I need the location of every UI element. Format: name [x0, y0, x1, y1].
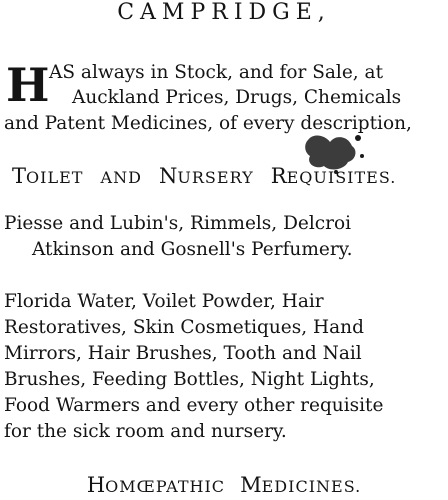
- intro-line-3: and Patent Medicines, of every description,: [4, 113, 412, 134]
- medicines-rest: EDICINES.: [261, 477, 362, 496]
- goods-line-6: for the sick room and nursery.: [4, 421, 287, 442]
- goods-line-2: Restoratives, Skin Cosmetiques, Hand: [4, 317, 364, 338]
- goods-line-4: Brushes, Feeding Bottles, Night Lights,: [4, 369, 375, 390]
- section-heading-homeopathic: [0, 475, 448, 496]
- nursery-rest: URSERY: [177, 168, 254, 187]
- goods-line-1: Florida Water, Voilet Powder, Hair: [4, 291, 324, 312]
- and-word: AND: [100, 168, 142, 187]
- perfumers-line-2: Atkinson and Gosnell's Perfumery.: [32, 239, 353, 260]
- homeopathic-cap: H: [86, 473, 106, 497]
- intro-line-2: Auckland Prices, Drugs, Chemicals: [72, 87, 402, 108]
- requisites-rest: EQUISITES.: [286, 168, 397, 187]
- goods-line-3: Mirrors, Hair Brushes, Tooth and Nail: [4, 343, 362, 364]
- advertisement-heading: CAMPRIDGE,: [117, 0, 331, 25]
- goods-line-5: Food Warmers and every other requisite: [4, 395, 384, 416]
- section-heading-toilet-nursery: [12, 166, 396, 187]
- intro-line-1: AS always in Stock, and for Sale, at: [49, 62, 384, 83]
- medicines-cap: M: [240, 473, 262, 497]
- requisites-cap: R: [270, 164, 287, 188]
- perfumers-line-1: Piesse and Lubin's, Rimmels, Delcroi: [4, 213, 352, 234]
- drop-cap-letter: H: [6, 58, 50, 112]
- toilet-rest: OILET: [26, 168, 84, 187]
- toilet-cap: T: [12, 164, 27, 188]
- homeopathic-rest: OMŒPATHIC: [105, 477, 226, 496]
- nursery-cap: N: [159, 164, 178, 188]
